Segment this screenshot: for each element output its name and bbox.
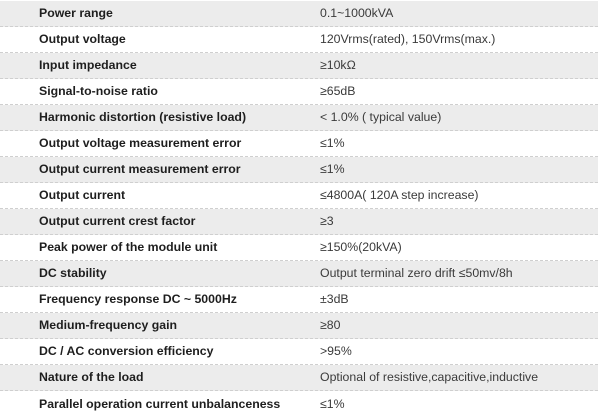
spec-value: ±3dB	[320, 292, 349, 307]
spec-row-peak-power	[0, 235, 598, 261]
spec-row-output-current	[0, 183, 598, 209]
spec-row-harmonic-distortion	[0, 105, 598, 131]
spec-label: Peak power of the module unit	[39, 240, 218, 255]
spec-label: DC / AC conversion efficiency	[39, 344, 214, 359]
spec-value: ≥150%(20kVA)	[320, 240, 402, 255]
spec-row-input-impedance	[0, 53, 598, 79]
spec-value: >95%	[320, 344, 352, 359]
spec-label: Medium-frequency gain	[39, 318, 178, 333]
spec-label: Signal-to-noise ratio	[39, 84, 158, 99]
spec-row-voltage-measurement-error	[0, 131, 598, 157]
spec-row-crest-factor	[0, 209, 598, 235]
spec-row-frequency-response	[0, 287, 598, 313]
spec-value: Optional of resistive,capacitive,inductive	[320, 370, 539, 385]
spec-value: < 1.0% ( typical value)	[320, 110, 442, 125]
spec-row-signal-to-noise	[0, 79, 598, 105]
spec-label: Output voltage	[39, 32, 126, 47]
spec-row-dc-stability	[0, 261, 598, 287]
spec-value: Output terminal zero drift ≤50mv/8h	[320, 266, 513, 281]
spec-label: DC stability	[39, 266, 107, 281]
spec-value: ≤4800A( 120A step increase)	[320, 188, 479, 203]
spec-label: Input impedance	[39, 58, 137, 73]
spec-value: ≤1%	[320, 136, 345, 151]
spec-row-power-range	[0, 1, 598, 27]
spec-label: Output current	[39, 188, 126, 203]
spec-row-current-unbalance	[0, 391, 598, 417]
spec-label: Output voltage measurement error	[39, 136, 242, 151]
spec-value: 120Vrms(rated), 150Vrms(max.)	[320, 32, 496, 47]
spec-label: Nature of the load	[39, 370, 144, 385]
spec-label: Output current crest factor	[39, 214, 196, 229]
spec-row-nature-of-load	[0, 365, 598, 391]
spec-value: ≥3	[320, 214, 334, 229]
spec-value: 0.1~1000kVA	[320, 6, 394, 21]
spec-row-current-measurement-error	[0, 157, 598, 183]
spec-value: ≥80	[320, 318, 341, 333]
spec-value: ≥10kΩ	[320, 58, 356, 73]
spec-row-conversion-efficiency	[0, 339, 598, 365]
spec-label: Parallel operation current unbalanceness	[39, 396, 281, 411]
spec-label: Harmonic distortion (resistive load)	[39, 110, 247, 125]
spec-label: Power range	[39, 6, 113, 21]
spec-row-medium-frequency-gain	[0, 313, 598, 339]
spec-label: Frequency response DC ~ 5000Hz	[39, 292, 237, 307]
spec-value: ≤1%	[320, 396, 345, 411]
spec-label: Output current measurement error	[39, 162, 241, 177]
spec-value: ≥65dB	[320, 84, 356, 99]
spec-value: ≤1%	[320, 162, 345, 177]
spec-row-output-voltage	[0, 27, 598, 53]
